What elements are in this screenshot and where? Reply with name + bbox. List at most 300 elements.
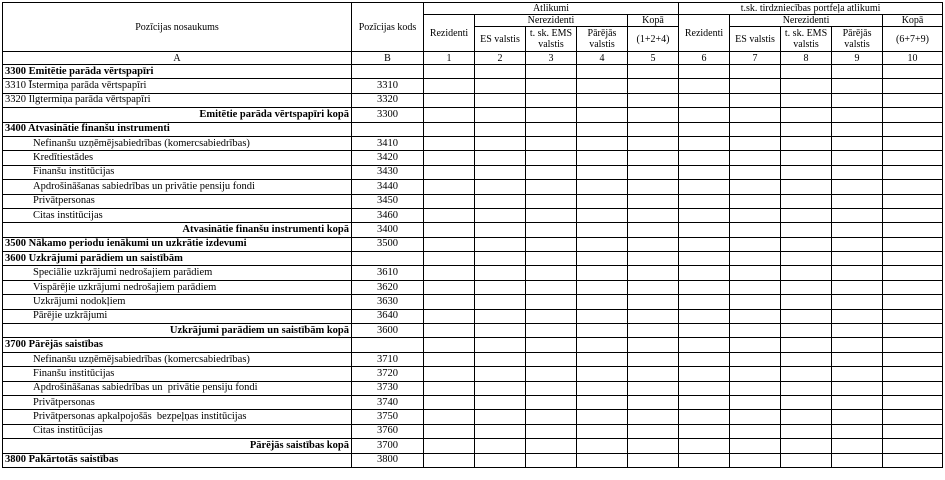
- value-cell[interactable]: [577, 424, 628, 438]
- value-cell[interactable]: [577, 352, 628, 366]
- table-row: [3, 108, 943, 122]
- value-cell[interactable]: [526, 439, 577, 453]
- value-cell[interactable]: [832, 395, 883, 409]
- value-cell[interactable]: [679, 93, 730, 107]
- value-cell[interactable]: [679, 352, 730, 366]
- value-cell[interactable]: [832, 93, 883, 107]
- value-cell[interactable]: [526, 295, 577, 309]
- value-cell[interactable]: [577, 93, 628, 107]
- value-cell[interactable]: [526, 194, 577, 208]
- value-cell[interactable]: [832, 424, 883, 438]
- row-name: Privātpersonas: [3, 395, 352, 409]
- value-cell[interactable]: [781, 180, 832, 194]
- value-cell[interactable]: [883, 194, 943, 208]
- value-cell[interactable]: [781, 252, 832, 266]
- value-cell[interactable]: [730, 338, 781, 352]
- value-cell[interactable]: [730, 453, 781, 467]
- value-cell[interactable]: [730, 136, 781, 150]
- value-cell[interactable]: [730, 295, 781, 309]
- value-cell[interactable]: [832, 295, 883, 309]
- value-cell[interactable]: [781, 93, 832, 107]
- value-cell[interactable]: [832, 309, 883, 323]
- value-cell[interactable]: [577, 223, 628, 237]
- value-cell[interactable]: [628, 324, 679, 338]
- value-cell[interactable]: [628, 367, 679, 381]
- value-cell[interactable]: [577, 266, 628, 280]
- value-cell[interactable]: [628, 280, 679, 294]
- value-cell[interactable]: [781, 410, 832, 424]
- value-cell[interactable]: [883, 136, 943, 150]
- value-cell[interactable]: [883, 165, 943, 179]
- row-code: 3760: [352, 424, 424, 438]
- value-cell[interactable]: [577, 309, 628, 323]
- value-cell[interactable]: [832, 453, 883, 467]
- value-cell[interactable]: [475, 410, 526, 424]
- value-cell[interactable]: [526, 122, 577, 136]
- value-cell[interactable]: [424, 79, 475, 93]
- value-cell[interactable]: [526, 65, 577, 79]
- value-cell[interactable]: [730, 280, 781, 294]
- value-cell[interactable]: [781, 453, 832, 467]
- value-cell[interactable]: [577, 65, 628, 79]
- value-cell[interactable]: [679, 266, 730, 280]
- value-cell[interactable]: [424, 439, 475, 453]
- value-cell[interactable]: [883, 65, 943, 79]
- row-code: 3700: [352, 439, 424, 453]
- value-cell[interactable]: [577, 108, 628, 122]
- value-cell[interactable]: [526, 309, 577, 323]
- value-cell[interactable]: [526, 208, 577, 222]
- value-cell[interactable]: [679, 194, 730, 208]
- value-cell[interactable]: [832, 122, 883, 136]
- value-cell[interactable]: [526, 252, 577, 266]
- value-cell[interactable]: [883, 352, 943, 366]
- value-cell[interactable]: [832, 208, 883, 222]
- value-cell[interactable]: [832, 136, 883, 150]
- value-cell[interactable]: [679, 309, 730, 323]
- value-cell[interactable]: [628, 194, 679, 208]
- value-cell[interactable]: [424, 136, 475, 150]
- value-cell[interactable]: [628, 309, 679, 323]
- value-cell[interactable]: [883, 237, 943, 251]
- value-cell[interactable]: [475, 79, 526, 93]
- value-cell[interactable]: [577, 410, 628, 424]
- value-cell[interactable]: [577, 367, 628, 381]
- value-cell[interactable]: [832, 352, 883, 366]
- value-cell[interactable]: [883, 424, 943, 438]
- value-cell[interactable]: [424, 338, 475, 352]
- value-cell[interactable]: [526, 280, 577, 294]
- value-cell[interactable]: [577, 151, 628, 165]
- value-cell[interactable]: [883, 367, 943, 381]
- value-cell[interactable]: [781, 295, 832, 309]
- value-cell[interactable]: [832, 108, 883, 122]
- value-cell[interactable]: [628, 180, 679, 194]
- value-cell[interactable]: [832, 237, 883, 251]
- value-cell[interactable]: [883, 266, 943, 280]
- row-name: Uzkrājumi nodokļiem: [3, 295, 352, 309]
- value-cell[interactable]: [577, 122, 628, 136]
- value-cell[interactable]: [730, 122, 781, 136]
- value-cell[interactable]: [883, 295, 943, 309]
- value-cell[interactable]: [577, 252, 628, 266]
- value-cell[interactable]: [577, 194, 628, 208]
- value-cell[interactable]: [424, 165, 475, 179]
- value-cell[interactable]: [628, 237, 679, 251]
- value-cell[interactable]: [475, 381, 526, 395]
- value-cell[interactable]: [475, 352, 526, 366]
- value-cell[interactable]: [526, 410, 577, 424]
- value-cell[interactable]: [781, 266, 832, 280]
- value-cell[interactable]: [628, 252, 679, 266]
- value-cell[interactable]: [577, 165, 628, 179]
- value-cell[interactable]: [526, 165, 577, 179]
- value-cell[interactable]: [424, 367, 475, 381]
- value-cell[interactable]: [679, 395, 730, 409]
- value-cell[interactable]: [730, 165, 781, 179]
- value-cell[interactable]: [730, 352, 781, 366]
- value-cell[interactable]: [628, 223, 679, 237]
- value-cell[interactable]: [730, 395, 781, 409]
- value-cell[interactable]: [577, 324, 628, 338]
- value-cell[interactable]: [832, 180, 883, 194]
- value-cell[interactable]: [526, 237, 577, 251]
- value-cell[interactable]: [730, 252, 781, 266]
- value-cell[interactable]: [730, 93, 781, 107]
- value-cell[interactable]: [424, 424, 475, 438]
- value-cell[interactable]: [832, 280, 883, 294]
- value-cell[interactable]: [679, 280, 730, 294]
- value-cell[interactable]: [577, 338, 628, 352]
- value-cell[interactable]: [475, 208, 526, 222]
- value-cell[interactable]: [424, 295, 475, 309]
- value-cell[interactable]: [781, 309, 832, 323]
- value-cell[interactable]: [832, 410, 883, 424]
- value-cell[interactable]: [424, 151, 475, 165]
- row-code: 3440: [352, 180, 424, 194]
- value-cell[interactable]: [781, 108, 832, 122]
- value-cell[interactable]: [730, 324, 781, 338]
- value-cell[interactable]: [628, 165, 679, 179]
- value-cell[interactable]: [475, 165, 526, 179]
- value-cell[interactable]: [475, 439, 526, 453]
- value-cell[interactable]: [424, 252, 475, 266]
- value-cell[interactable]: [424, 395, 475, 409]
- value-cell[interactable]: [526, 424, 577, 438]
- value-cell[interactable]: [526, 395, 577, 409]
- value-cell[interactable]: [679, 223, 730, 237]
- value-cell[interactable]: [424, 93, 475, 107]
- value-cell[interactable]: [526, 223, 577, 237]
- value-cell[interactable]: [781, 367, 832, 381]
- value-cell[interactable]: [883, 151, 943, 165]
- value-cell[interactable]: [781, 424, 832, 438]
- value-cell[interactable]: [679, 237, 730, 251]
- value-cell[interactable]: [577, 208, 628, 222]
- value-cell[interactable]: [832, 381, 883, 395]
- row-code: 3420: [352, 151, 424, 165]
- value-cell[interactable]: [424, 65, 475, 79]
- value-cell[interactable]: [883, 324, 943, 338]
- value-cell[interactable]: [628, 151, 679, 165]
- value-cell[interactable]: [475, 338, 526, 352]
- value-cell[interactable]: [475, 309, 526, 323]
- value-cell[interactable]: [883, 122, 943, 136]
- value-cell[interactable]: [577, 280, 628, 294]
- value-cell[interactable]: [628, 395, 679, 409]
- value-cell[interactable]: [679, 122, 730, 136]
- value-cell[interactable]: [730, 194, 781, 208]
- value-cell[interactable]: [679, 65, 730, 79]
- table-row: [3, 424, 943, 438]
- value-cell[interactable]: [781, 439, 832, 453]
- value-cell[interactable]: [424, 266, 475, 280]
- value-cell[interactable]: [832, 79, 883, 93]
- value-cell[interactable]: [424, 453, 475, 467]
- value-cell[interactable]: [424, 410, 475, 424]
- value-cell[interactable]: [475, 93, 526, 107]
- value-cell[interactable]: [577, 439, 628, 453]
- value-cell[interactable]: [832, 266, 883, 280]
- value-cell[interactable]: [475, 122, 526, 136]
- value-cell[interactable]: [424, 223, 475, 237]
- table-row: [3, 295, 943, 309]
- value-cell[interactable]: [628, 108, 679, 122]
- value-cell[interactable]: [730, 237, 781, 251]
- row-code: 3740: [352, 395, 424, 409]
- value-cell[interactable]: [475, 424, 526, 438]
- value-cell[interactable]: [883, 280, 943, 294]
- value-cell[interactable]: [628, 410, 679, 424]
- value-cell[interactable]: [526, 338, 577, 352]
- row-code: 3710: [352, 352, 424, 366]
- value-cell[interactable]: [730, 223, 781, 237]
- table-row: [3, 122, 943, 136]
- value-cell[interactable]: [679, 165, 730, 179]
- value-cell[interactable]: [781, 324, 832, 338]
- value-cell[interactable]: [730, 266, 781, 280]
- value-cell[interactable]: [475, 266, 526, 280]
- value-cell[interactable]: [781, 194, 832, 208]
- value-cell[interactable]: [679, 367, 730, 381]
- value-cell[interactable]: [883, 309, 943, 323]
- value-cell[interactable]: [424, 208, 475, 222]
- value-cell[interactable]: [730, 439, 781, 453]
- value-cell[interactable]: [526, 136, 577, 150]
- value-cell[interactable]: [628, 266, 679, 280]
- value-cell[interactable]: [628, 65, 679, 79]
- value-cell[interactable]: [679, 252, 730, 266]
- value-cell[interactable]: [526, 352, 577, 366]
- value-cell[interactable]: [781, 65, 832, 79]
- value-cell[interactable]: [730, 180, 781, 194]
- value-cell[interactable]: [475, 324, 526, 338]
- value-cell[interactable]: [730, 410, 781, 424]
- value-cell[interactable]: [628, 338, 679, 352]
- value-cell[interactable]: [730, 367, 781, 381]
- value-cell[interactable]: [781, 136, 832, 150]
- value-cell[interactable]: [730, 79, 781, 93]
- value-cell[interactable]: [475, 136, 526, 150]
- value-cell[interactable]: [781, 79, 832, 93]
- value-cell[interactable]: [781, 208, 832, 222]
- value-cell[interactable]: [526, 108, 577, 122]
- value-cell[interactable]: [424, 180, 475, 194]
- value-cell[interactable]: [679, 381, 730, 395]
- value-cell[interactable]: [883, 252, 943, 266]
- value-cell[interactable]: [475, 223, 526, 237]
- value-cell[interactable]: [730, 208, 781, 222]
- value-cell[interactable]: [679, 453, 730, 467]
- value-cell[interactable]: [679, 324, 730, 338]
- value-cell[interactable]: [475, 151, 526, 165]
- value-cell[interactable]: [883, 223, 943, 237]
- value-cell[interactable]: [781, 151, 832, 165]
- value-cell[interactable]: [679, 180, 730, 194]
- value-cell[interactable]: [832, 324, 883, 338]
- value-cell[interactable]: [883, 108, 943, 122]
- value-cell[interactable]: [883, 338, 943, 352]
- table-row: [3, 237, 943, 251]
- value-cell[interactable]: [781, 165, 832, 179]
- value-cell[interactable]: [883, 208, 943, 222]
- value-cell[interactable]: [475, 280, 526, 294]
- row-name: 3300 Emitētie parāda vērtspapīri: [3, 65, 352, 79]
- value-cell[interactable]: [475, 108, 526, 122]
- value-cell[interactable]: [679, 424, 730, 438]
- value-cell[interactable]: [730, 151, 781, 165]
- value-cell[interactable]: [628, 424, 679, 438]
- column-letter: 8: [781, 52, 832, 65]
- value-cell[interactable]: [526, 79, 577, 93]
- value-cell[interactable]: [424, 352, 475, 366]
- value-cell[interactable]: [883, 453, 943, 467]
- value-cell[interactable]: [628, 381, 679, 395]
- value-cell[interactable]: [424, 108, 475, 122]
- value-cell[interactable]: [526, 381, 577, 395]
- value-cell[interactable]: [883, 180, 943, 194]
- value-cell[interactable]: [424, 122, 475, 136]
- value-cell[interactable]: [679, 338, 730, 352]
- value-cell[interactable]: [679, 136, 730, 150]
- value-cell[interactable]: [730, 65, 781, 79]
- value-cell[interactable]: [730, 424, 781, 438]
- value-cell[interactable]: [577, 180, 628, 194]
- value-cell[interactable]: [475, 367, 526, 381]
- value-cell[interactable]: [883, 79, 943, 93]
- value-cell[interactable]: [526, 367, 577, 381]
- value-cell[interactable]: [730, 381, 781, 395]
- value-cell[interactable]: [628, 439, 679, 453]
- value-cell[interactable]: [577, 381, 628, 395]
- value-cell[interactable]: [679, 79, 730, 93]
- table-row: [3, 280, 943, 294]
- value-cell[interactable]: [475, 65, 526, 79]
- value-cell[interactable]: [781, 338, 832, 352]
- value-cell[interactable]: [832, 194, 883, 208]
- value-cell[interactable]: [475, 295, 526, 309]
- value-cell[interactable]: [781, 223, 832, 237]
- value-cell[interactable]: [526, 180, 577, 194]
- value-cell[interactable]: [832, 367, 883, 381]
- column-letter: B: [352, 52, 424, 65]
- value-cell[interactable]: [628, 136, 679, 150]
- value-cell[interactable]: [781, 352, 832, 366]
- value-cell[interactable]: [526, 453, 577, 467]
- value-cell[interactable]: [730, 108, 781, 122]
- value-cell[interactable]: [577, 136, 628, 150]
- value-cell[interactable]: [832, 65, 883, 79]
- value-cell[interactable]: [424, 237, 475, 251]
- value-cell[interactable]: [424, 194, 475, 208]
- value-cell[interactable]: [883, 93, 943, 107]
- value-cell[interactable]: [832, 439, 883, 453]
- value-cell[interactable]: [883, 381, 943, 395]
- value-cell[interactable]: [628, 208, 679, 222]
- value-cell[interactable]: [832, 252, 883, 266]
- value-cell[interactable]: [577, 453, 628, 467]
- table-row: [3, 165, 943, 179]
- value-cell[interactable]: [679, 108, 730, 122]
- value-cell[interactable]: [475, 395, 526, 409]
- value-cell[interactable]: [628, 352, 679, 366]
- value-cell[interactable]: [679, 295, 730, 309]
- value-cell[interactable]: [424, 280, 475, 294]
- row-code: 3640: [352, 309, 424, 323]
- value-cell[interactable]: [424, 381, 475, 395]
- value-cell[interactable]: [475, 194, 526, 208]
- value-cell[interactable]: [832, 338, 883, 352]
- value-cell[interactable]: [781, 237, 832, 251]
- value-cell[interactable]: [628, 93, 679, 107]
- value-cell[interactable]: [628, 295, 679, 309]
- value-cell[interactable]: [679, 410, 730, 424]
- value-cell[interactable]: [832, 223, 883, 237]
- column-letter: 4: [577, 52, 628, 65]
- value-cell[interactable]: [628, 453, 679, 467]
- value-cell[interactable]: [475, 453, 526, 467]
- value-cell[interactable]: [883, 395, 943, 409]
- value-cell[interactable]: [679, 439, 730, 453]
- value-cell[interactable]: [526, 324, 577, 338]
- value-cell[interactable]: [679, 208, 730, 222]
- value-cell[interactable]: [526, 266, 577, 280]
- value-cell[interactable]: [781, 280, 832, 294]
- value-cell[interactable]: [679, 151, 730, 165]
- value-cell[interactable]: [628, 122, 679, 136]
- value-cell[interactable]: [730, 309, 781, 323]
- value-cell[interactable]: [424, 309, 475, 323]
- value-cell[interactable]: [577, 237, 628, 251]
- value-cell[interactable]: [781, 395, 832, 409]
- value-cell[interactable]: [526, 151, 577, 165]
- value-cell[interactable]: [883, 439, 943, 453]
- value-cell[interactable]: [781, 381, 832, 395]
- value-cell[interactable]: [628, 79, 679, 93]
- value-cell[interactable]: [424, 324, 475, 338]
- value-cell[interactable]: [577, 79, 628, 93]
- value-cell[interactable]: [475, 180, 526, 194]
- value-cell[interactable]: [832, 151, 883, 165]
- value-cell[interactable]: [832, 165, 883, 179]
- value-cell[interactable]: [883, 410, 943, 424]
- value-cell[interactable]: [577, 295, 628, 309]
- value-cell[interactable]: [475, 237, 526, 251]
- value-cell[interactable]: [577, 395, 628, 409]
- value-cell[interactable]: [475, 252, 526, 266]
- value-cell[interactable]: [781, 122, 832, 136]
- value-cell[interactable]: [526, 93, 577, 107]
